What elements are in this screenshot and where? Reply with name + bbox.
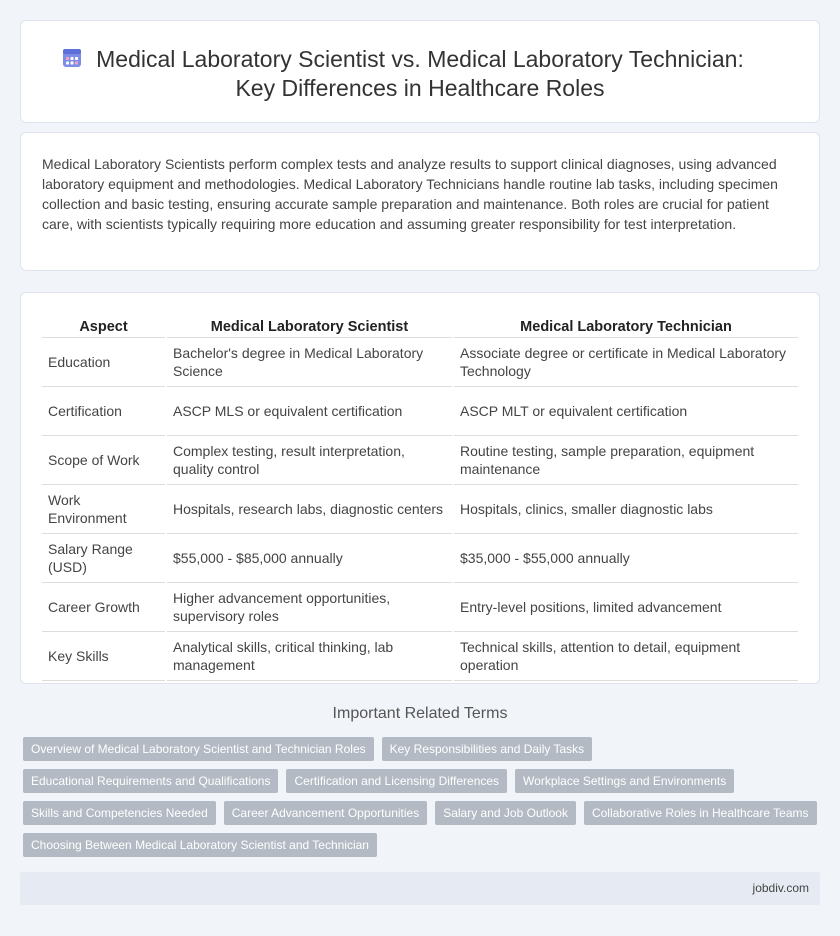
title-card xyxy=(20,20,820,123)
table-row xyxy=(42,533,798,582)
cell-aspect: Scope of Work xyxy=(42,435,166,484)
related-term-link[interactable]: Salary and Job Outlook xyxy=(435,801,576,825)
related-terms-row xyxy=(23,769,823,793)
cell-technician: ASCP MLT or equivalent certification xyxy=(453,386,798,435)
related-term-link[interactable]: Choosing Between Medical Laboratory Scientist and Technician xyxy=(23,833,377,857)
related-term-link[interactable]: Collaborative Roles in Healthcare Teams xyxy=(584,801,817,825)
table-row xyxy=(42,435,798,484)
cell-scientist: Bachelor's degree in Medical Laboratory Science xyxy=(166,337,453,386)
table-row xyxy=(42,337,798,386)
intro-paragraph: Medical Laboratory Scientists perform complex tests and analyze results to support clinical diagnoses, using advanced laboratory equipment and methodologies. Medical Laboratory Technicians handle routine lab tasks, including specimen collection and basic testing, ensuring accurate sample preparation and maintenance. Both roles are crucial for patient care, with scientists typically requiring more education and assuming greater responsibility for test interpretation. xyxy=(42,156,778,232)
cell-technician: Entry-level positions, limited advancement xyxy=(453,582,798,631)
related-term-link[interactable]: Educational Requirements and Qualifications xyxy=(23,769,278,793)
table-row xyxy=(42,386,798,435)
cell-technician: Technical skills, attention to detail, equipment operation xyxy=(453,631,798,680)
header-technician: Medical Laboratory Technician xyxy=(453,315,798,337)
related-term-link[interactable]: Career Advancement Opportunities xyxy=(224,801,427,825)
header-aspect: Aspect xyxy=(42,315,166,337)
header-scientist: Medical Laboratory Scientist xyxy=(166,315,453,337)
related-term-link[interactable]: Skills and Competencies Needed xyxy=(23,801,216,825)
related-term-link[interactable]: Certification and Licensing Differences xyxy=(286,769,507,793)
related-terms xyxy=(23,737,823,865)
cell-technician: $35,000 - $55,000 annually xyxy=(453,533,798,582)
cell-aspect: Certification xyxy=(42,386,166,435)
intro-card xyxy=(20,132,820,271)
cell-aspect: Key Skills xyxy=(42,631,166,680)
cell-aspect: Career Growth xyxy=(42,582,166,631)
related-term-link[interactable]: Key Responsibilities and Daily Tasks xyxy=(382,737,593,761)
cell-scientist: Hospitals, research labs, diagnostic centers xyxy=(166,484,453,533)
related-term-link[interactable]: Overview of Medical Laboratory Scientist and Technician Roles xyxy=(23,737,374,761)
cell-technician: Routine testing, sample preparation, equipment maintenance xyxy=(453,435,798,484)
page-title xyxy=(21,45,819,103)
cell-scientist: $55,000 - $85,000 annually xyxy=(166,533,453,582)
cell-aspect: Salary Range (USD) xyxy=(42,533,166,582)
related-term-link[interactable]: Workplace Settings and Environments xyxy=(515,769,734,793)
footer-site-link[interactable]: jobdiv.com xyxy=(752,881,809,895)
related-terms-heading: Important Related Terms xyxy=(332,705,508,722)
cell-aspect: Education xyxy=(42,337,166,386)
comparison-table-card xyxy=(20,292,820,684)
cell-scientist: ASCP MLS or equivalent certification xyxy=(166,386,453,435)
cell-technician: Hospitals, clinics, smaller diagnostic labs xyxy=(453,484,798,533)
related-terms-row xyxy=(23,833,823,857)
comparison-table xyxy=(42,315,798,681)
cell-technician: Associate degree or certificate in Medical Laboratory Technology xyxy=(453,337,798,386)
table-row xyxy=(42,484,798,533)
table-row xyxy=(42,582,798,631)
cell-aspect: Work Environment xyxy=(42,484,166,533)
footer xyxy=(20,872,820,905)
related-terms-row xyxy=(23,801,823,825)
table-header-row xyxy=(42,315,798,337)
page-title-line-1: Medical Laboratory Scientist vs. Medical Laboratory Technician: xyxy=(96,46,744,72)
page-title-line-2: Key Differences in Healthcare Roles xyxy=(235,75,605,101)
cell-scientist: Higher advancement opportunities, supervisory roles xyxy=(166,582,453,631)
cell-scientist: Analytical skills, critical thinking, lab management xyxy=(166,631,453,680)
table-row xyxy=(42,631,798,680)
cell-scientist: Complex testing, result interpretation, quality control xyxy=(166,435,453,484)
related-terms-row xyxy=(23,737,823,761)
